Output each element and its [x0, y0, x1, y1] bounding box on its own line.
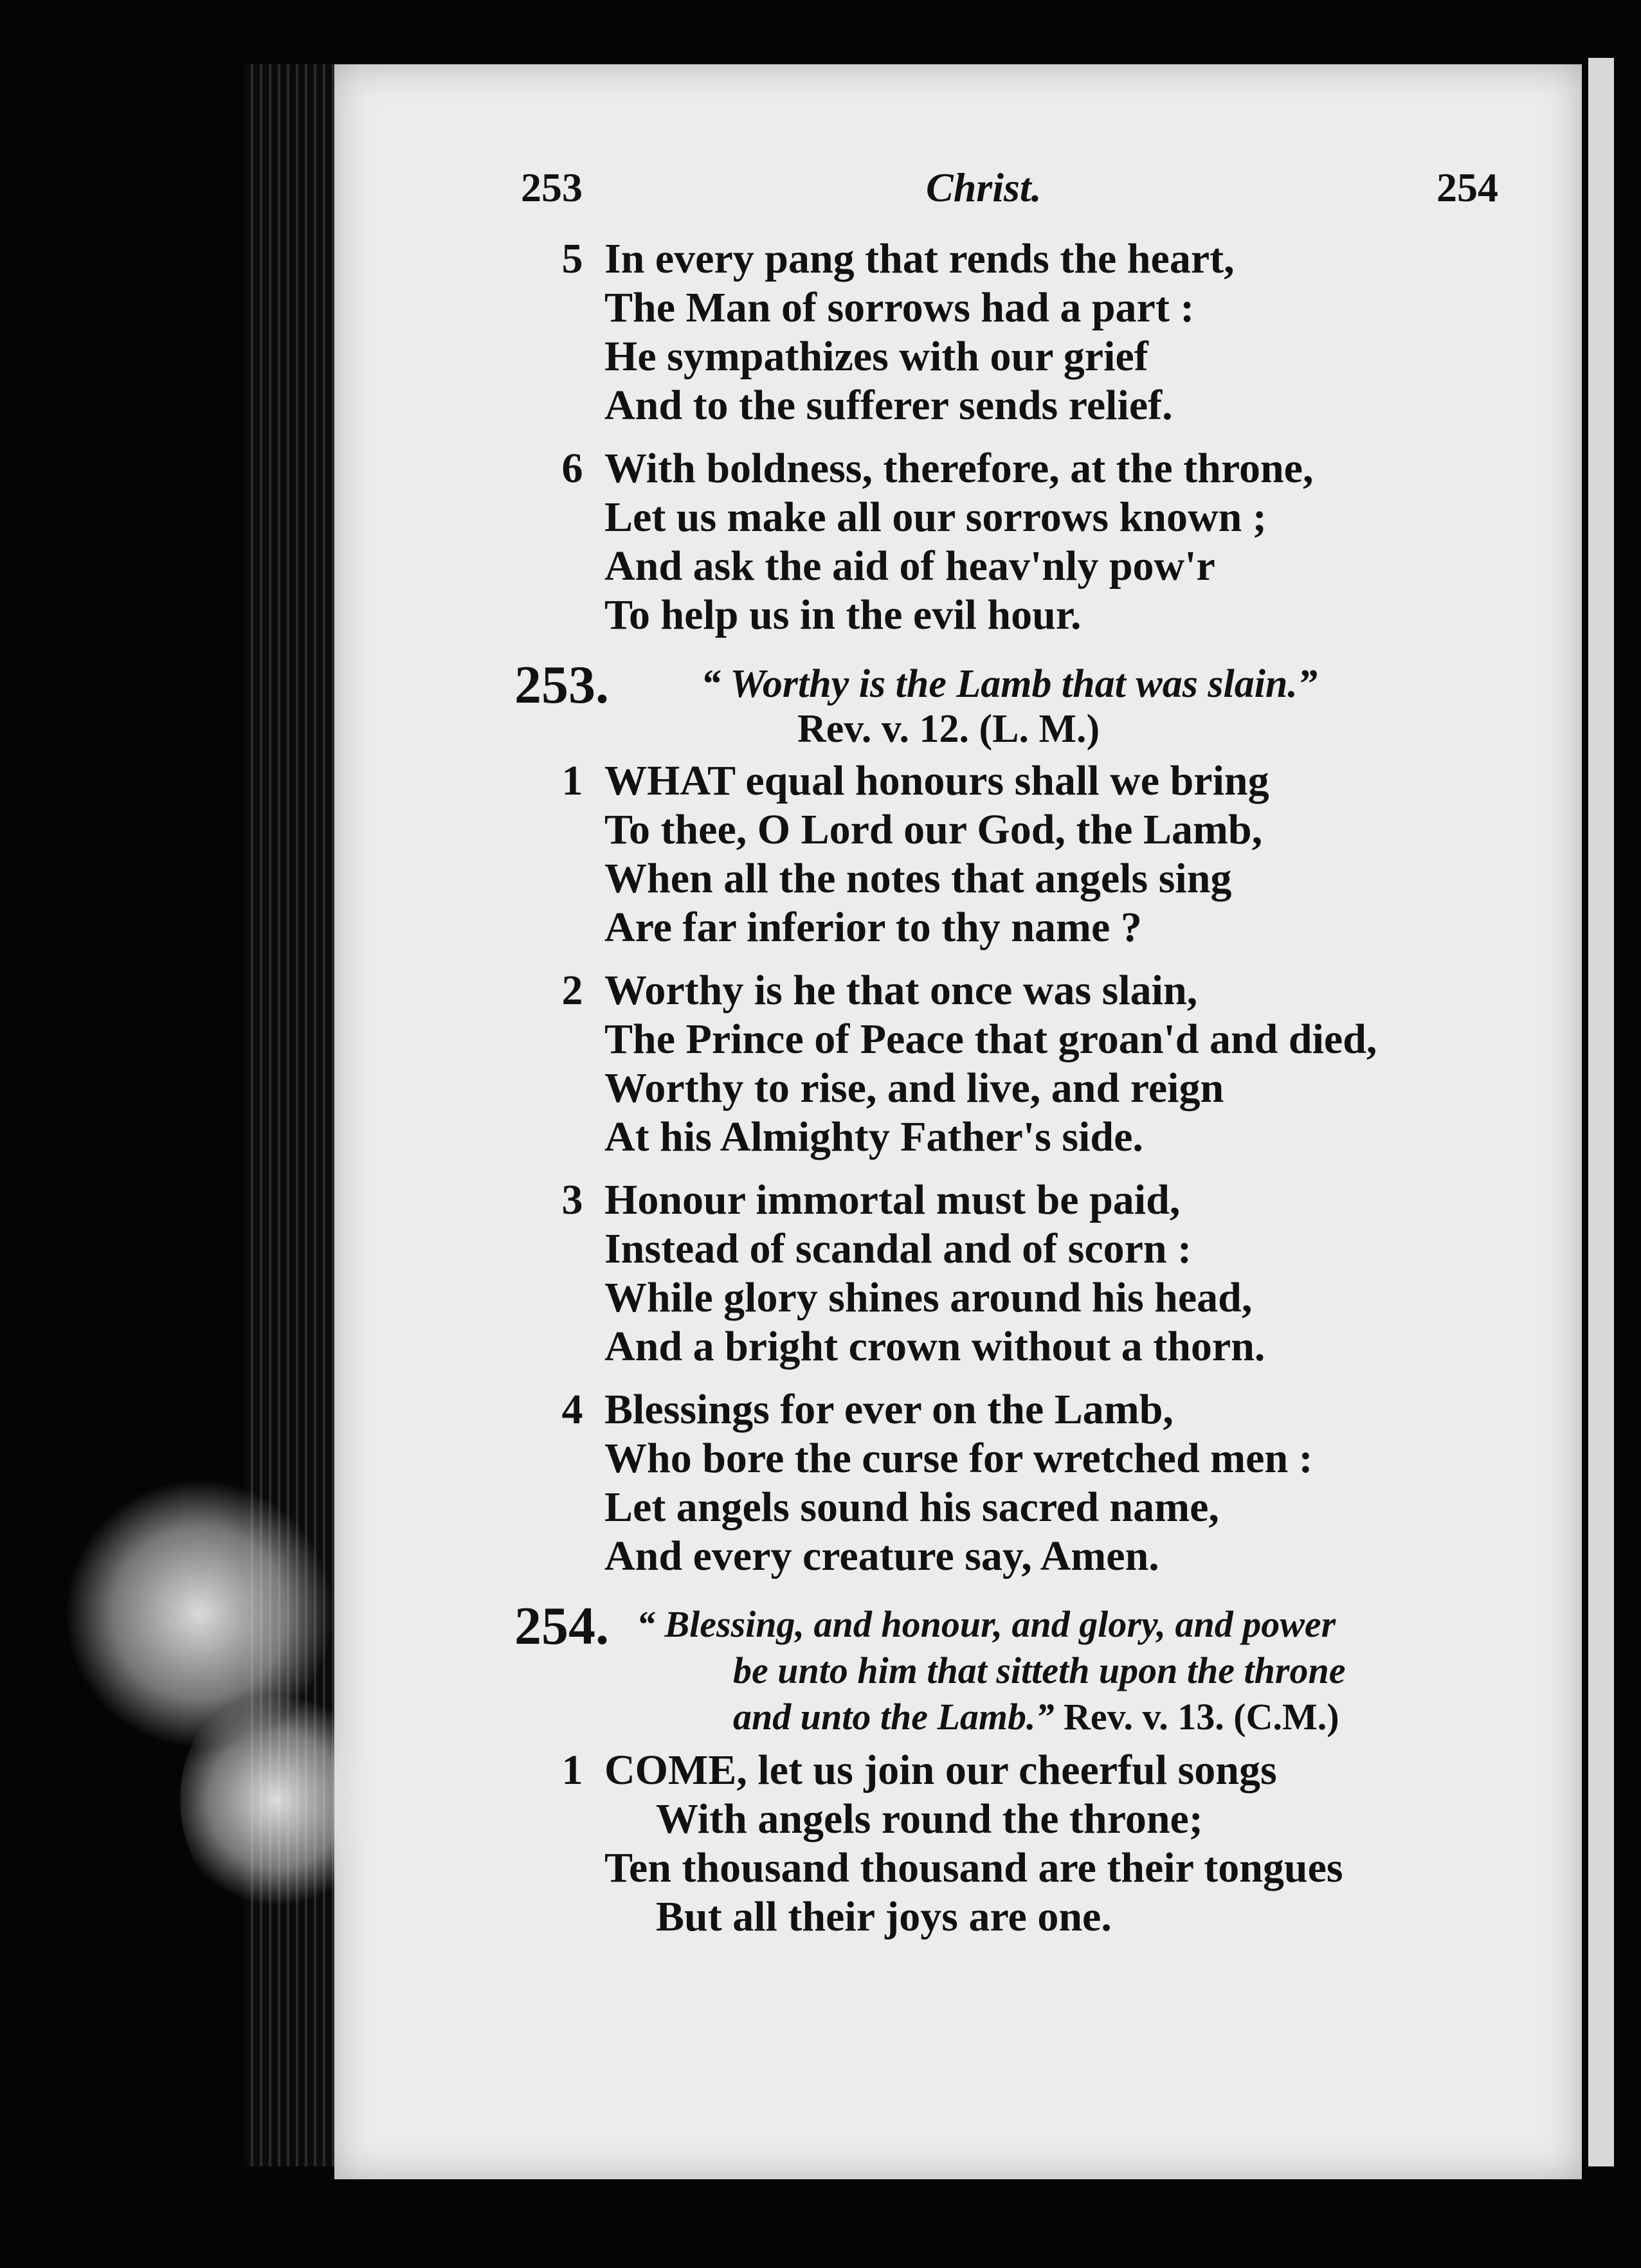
stanza-number: 3: [561, 1176, 583, 1223]
verse-line: [508, 1064, 1498, 1113]
verse-line: [508, 444, 1498, 493]
stanza: [508, 444, 1498, 640]
verse-text: In every pang that rends the heart,: [604, 235, 1235, 282]
verse-line: [508, 284, 1498, 332]
stanza: [508, 966, 1498, 1162]
hymn-title-line: “ Blessing, and honour, and glory, and power: [637, 1603, 1336, 1645]
verse-line: [508, 1532, 1498, 1581]
hymn-title-line: be unto him that sitteth upon the throne: [733, 1650, 1346, 1691]
verse-text: While glory shines around his head,: [604, 1274, 1253, 1321]
verse-text: With angels round the throne;: [656, 1796, 1203, 1842]
hymn-reference: Rev. v. 13. (C.M.): [1064, 1696, 1339, 1738]
stanza-number: 5: [561, 235, 583, 282]
verse-line: [508, 1176, 1498, 1225]
verse-text: To help us in the evil hour.: [604, 591, 1082, 638]
verse-line: [508, 1015, 1498, 1064]
hymn-heading: [508, 1595, 1498, 1746]
hymn-reference: Rev. v. 12. (L. M.): [797, 707, 1100, 751]
verse-line: [508, 381, 1498, 430]
book-right-edge: [1588, 58, 1614, 2166]
verse-text: Ten thousand thousand are their tongues: [604, 1844, 1343, 1891]
verse-line: [508, 235, 1498, 284]
verse-text: And to the sufferer sends relief.: [604, 382, 1173, 429]
verse-line: [508, 806, 1498, 854]
verse-line: [508, 1483, 1498, 1532]
stanza-number: 1: [561, 1747, 583, 1794]
verse-text: At his Almighty Father's side.: [604, 1113, 1143, 1160]
hymn-title: “ Worthy is the Lamb that was slain.”: [701, 662, 1318, 706]
stanza-number: 1: [561, 757, 583, 804]
verse-line: [508, 591, 1498, 640]
stanza: [508, 235, 1498, 430]
verse-line: [508, 757, 1498, 806]
verse-text: He sympathizes with our grief: [604, 333, 1148, 380]
verse-line: [508, 966, 1498, 1015]
running-head: [508, 158, 1498, 235]
verse-text: Let us make all our sorrows known ;: [604, 494, 1267, 541]
verse-text: Worthy is he that once was slain,: [604, 967, 1198, 1014]
verse-line: [508, 1893, 1498, 1941]
verse-line: [508, 493, 1498, 542]
verse-text: Instead of scandal and of scorn :: [604, 1225, 1192, 1272]
hymn-number: 253.: [514, 655, 609, 715]
verse-text: When all the notes that angels sing: [604, 855, 1232, 902]
verse-line: [508, 1322, 1498, 1371]
stanza-number: 6: [561, 445, 583, 492]
verse-text: The Prince of Peace that groan'd and died,: [604, 1016, 1377, 1063]
stanza-number: 4: [561, 1386, 583, 1433]
verse-text: And every creature say, Amen.: [604, 1533, 1159, 1580]
paper-stain: [180, 1684, 373, 1916]
page-content: [508, 158, 1498, 1956]
stanza: [508, 1385, 1498, 1581]
page-title: Christ.: [926, 165, 1042, 210]
verse-text: Worthy to rise, and live, and reign: [604, 1065, 1224, 1112]
verse-text: Who bore the curse for wretched men :: [604, 1435, 1313, 1482]
verse-text: And a bright crown without a thorn.: [604, 1323, 1265, 1370]
verse-line: [508, 332, 1498, 381]
verse-line: [508, 903, 1498, 952]
verse-text: WHAT equal honours shall we bring: [604, 757, 1269, 804]
page-number-left: 253: [521, 165, 583, 210]
stanza-number: 2: [561, 967, 583, 1014]
verse-text: Are far inferior to thy name ?: [604, 904, 1142, 951]
hymn-title: [637, 1601, 1345, 1740]
verse-text: COME, let us join our cheerful songs: [604, 1747, 1277, 1794]
verse-text: With boldness, therefore, at the throne,: [604, 445, 1314, 492]
verse-text: But all their joys are one.: [656, 1893, 1112, 1940]
page-number-right: 254: [1437, 165, 1498, 210]
hymn-number: 254.: [514, 1596, 609, 1656]
hymn-heading: [508, 654, 1498, 757]
stanza: [508, 1176, 1498, 1371]
stanza: [508, 757, 1498, 952]
verse-line: [508, 1434, 1498, 1483]
hymn-title-line: [637, 1694, 1345, 1740]
verse-line: [508, 1274, 1498, 1322]
stanza: [508, 1746, 1498, 1941]
verse-text: Blessings for ever on the Lamb,: [604, 1386, 1174, 1433]
verse-line: [508, 542, 1498, 591]
verse-text: And ask the aid of heav'nly pow'r: [604, 543, 1215, 590]
hymn-title-text: and unto the Lamb.”: [733, 1696, 1055, 1738]
verse-text: To thee, O Lord our God, the Lamb,: [604, 806, 1263, 853]
verse-line: [508, 1746, 1498, 1795]
verse-text: The Man of sorrows had a part :: [604, 284, 1195, 331]
verse-line: [508, 1795, 1498, 1844]
verse-line: [508, 1225, 1498, 1274]
verse-line: [508, 854, 1498, 903]
verse-line: [508, 1113, 1498, 1162]
verse-text: Let angels sound his sacred name,: [604, 1484, 1219, 1531]
verse-text: Honour immortal must be paid,: [604, 1176, 1181, 1223]
verse-line: [508, 1844, 1498, 1893]
verse-line: [508, 1385, 1498, 1434]
